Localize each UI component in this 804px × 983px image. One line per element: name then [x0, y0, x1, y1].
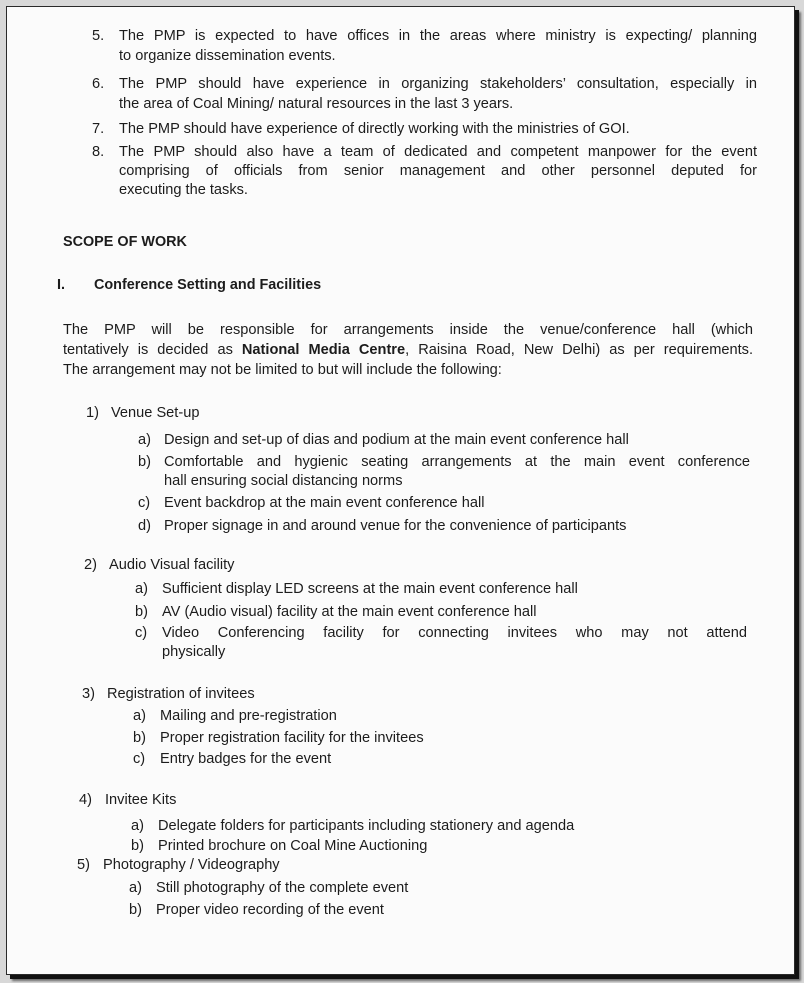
- item-letter: d): [138, 518, 151, 534]
- section-number: I.: [57, 277, 65, 293]
- item-letter: c): [135, 625, 148, 641]
- group-number: 1): [86, 405, 99, 421]
- item-text: comprising of officials from senior management and other personnel deputed for: [119, 163, 757, 179]
- section-title: Conference Setting and Facilities: [94, 277, 322, 293]
- intro-line: The PMP will be responsible for arrangements inside the venue/conference hall (which: [63, 322, 753, 338]
- item-text: Still photography of the complete event: [156, 880, 409, 896]
- intro-text: tentatively is decided as: [63, 342, 242, 358]
- scope-heading: SCOPE OF WORK: [63, 234, 187, 250]
- item-letter: a): [133, 708, 146, 724]
- item-text: Sufficient display LED screens at the main event conference hall: [162, 581, 578, 597]
- item-text: Event backdrop at the main event conference hall: [164, 495, 485, 511]
- item-letter: c): [133, 751, 146, 767]
- item-letter: a): [129, 880, 142, 896]
- item-text: Proper registration facility for the invitees: [160, 730, 424, 746]
- item-letter: b): [138, 454, 151, 470]
- item-letter: b): [131, 838, 144, 854]
- item-text: Design and set-up of dias and podium at the main event conference hall: [164, 432, 629, 448]
- item-text: The PMP should have experience in organizing stakeholders’ consultation, especially in: [119, 76, 757, 92]
- item-number: 5.: [92, 28, 105, 44]
- item-letter: a): [135, 581, 148, 597]
- intro-line: [63, 341, 753, 360]
- group-number: 3): [82, 686, 95, 702]
- item-text: executing the tasks.: [119, 182, 248, 198]
- item-text: the area of Coal Mining/ natural resources in the last 3 years.: [119, 96, 514, 112]
- item-text: Video Conferencing facility for connecting invitees who may not attend: [162, 625, 747, 641]
- item-letter: c): [138, 495, 151, 511]
- item-letter: a): [138, 432, 151, 448]
- group-number: 2): [84, 557, 97, 573]
- item-text: Comfortable and hygienic seating arrangements at the main event conference: [164, 454, 750, 470]
- item-letter: b): [129, 902, 142, 918]
- item-text: Proper video recording of the event: [156, 902, 384, 918]
- intro-text: , Raisina Road, New Delhi) as per requirements.: [405, 342, 754, 358]
- item-text: hall ensuring social distancing norms: [164, 473, 403, 489]
- group-number: 5): [77, 857, 90, 873]
- group-title: Registration of invitees: [107, 686, 255, 702]
- group-title: Invitee Kits: [105, 792, 177, 808]
- item-number: 8.: [92, 144, 105, 160]
- intro-line: The arrangement may not be limited to but will include the following:: [63, 362, 502, 378]
- item-text: Mailing and pre-registration: [160, 708, 337, 724]
- document-page: [6, 6, 795, 975]
- item-text: The PMP should also have a team of dedicated and competent manpower for the event: [119, 144, 757, 160]
- item-text: to organize dissemination events.: [119, 48, 336, 64]
- group-title: Photography / Videography: [103, 857, 280, 873]
- item-letter: a): [131, 818, 144, 834]
- item-text: Delegate folders for participants including stationery and agenda: [158, 818, 575, 834]
- item-letter: b): [133, 730, 146, 746]
- item-text: The PMP is expected to have offices in the areas where ministry is expecting/ planning: [119, 28, 757, 44]
- item-text: The PMP should have experience of directly working with the ministries of GOI.: [119, 121, 630, 137]
- item-text: Printed brochure on Coal Mine Auctioning: [158, 838, 428, 854]
- item-number: 7.: [92, 121, 105, 137]
- item-number: 6.: [92, 76, 105, 92]
- item-text: Proper signage in and around venue for the convenience of participants: [164, 518, 627, 534]
- group-title: Audio Visual facility: [109, 557, 235, 573]
- item-text: AV (Audio visual) facility at the main event conference hall: [162, 604, 537, 620]
- item-letter: b): [135, 604, 148, 620]
- item-text: Entry badges for the event: [160, 751, 332, 767]
- venue-name: National Media Centre: [241, 342, 406, 358]
- group-title: Venue Set-up: [111, 405, 200, 421]
- item-text: physically: [162, 644, 226, 660]
- group-number: 4): [79, 792, 92, 808]
